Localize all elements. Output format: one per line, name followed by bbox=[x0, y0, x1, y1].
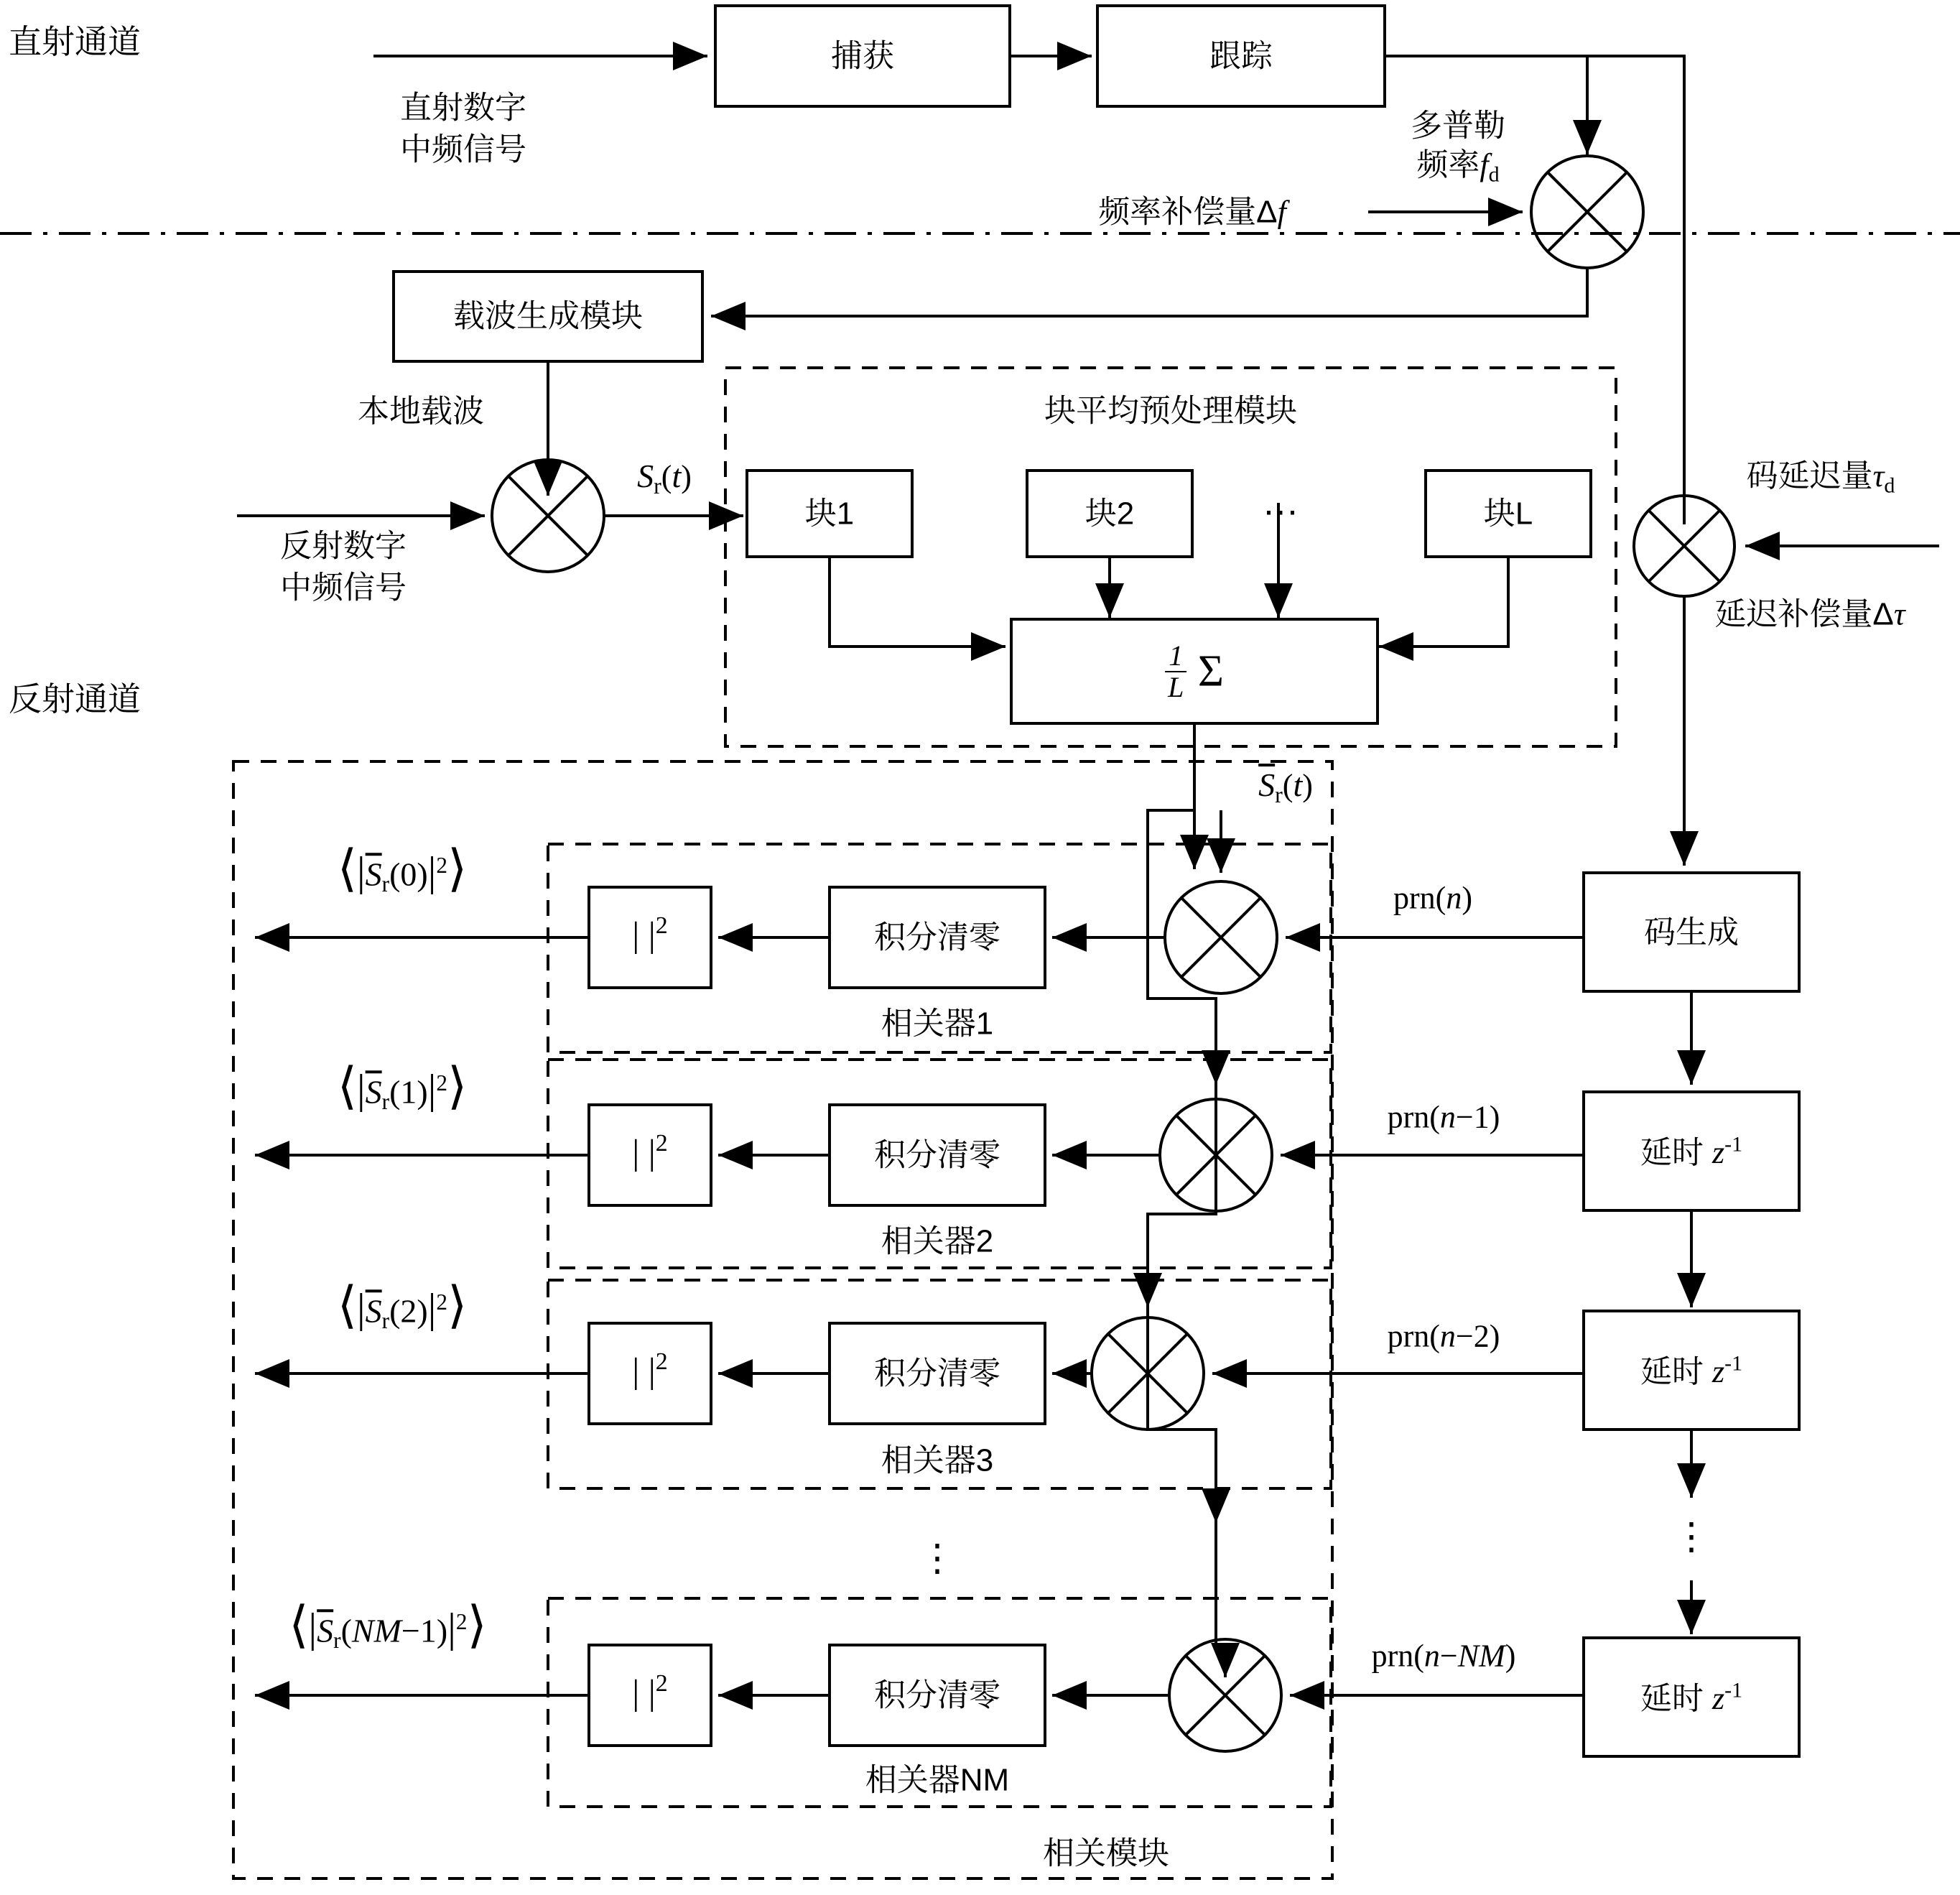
block-magnitude-squared-3: | |2 bbox=[632, 1348, 668, 1391]
label-prn-n-NM: prn(n−NM) bbox=[1371, 1638, 1516, 1674]
label-correlator-NM: 相关器NM bbox=[865, 1762, 1010, 1798]
block-average-module-title: 块平均预处理模块 bbox=[1044, 393, 1297, 429]
output-correlator-2: $⟨|\overline{S}_r(1)|^2⟩$ bbox=[337, 1059, 468, 1115]
label-delay-compensation: 延迟补偿量Δτ bbox=[1714, 596, 1905, 632]
label-prn-n: prn(n) bbox=[1393, 880, 1472, 916]
label-correlation-module: 相关模块 bbox=[1043, 1835, 1169, 1871]
input-reflect-if-line2: 中频信号 bbox=[280, 570, 407, 606]
block-1: 块1 bbox=[804, 496, 855, 532]
block-L: 块L bbox=[1483, 496, 1533, 532]
output-correlator-NM: $⟨|\overline{S}_r(NM-1)|^2⟩$ bbox=[289, 1598, 487, 1654]
label-freq-compensation: 频率补偿量Δf bbox=[1098, 194, 1286, 230]
block-delay-3: 延时 z-1 bbox=[1640, 1678, 1743, 1716]
label-code-delay: 码延迟量τd bbox=[1746, 458, 1895, 498]
label-correlator-2: 相关器2 bbox=[881, 1223, 994, 1259]
block-integrate-dump-1: 积分清零 bbox=[874, 919, 1000, 955]
label-correlator-3: 相关器3 bbox=[881, 1442, 994, 1478]
label-doppler-line1: 多普勒 bbox=[1411, 108, 1505, 144]
block-delay-2: 延时 z-1 bbox=[1640, 1351, 1743, 1389]
block-carrier-generator: 载波生成模块 bbox=[453, 298, 643, 334]
label-delay-chain-ellipsis: ⋮ bbox=[1673, 1516, 1710, 1558]
label-local-carrier: 本地载波 bbox=[358, 394, 484, 429]
label-horizontal-ellipsis: … bbox=[1262, 481, 1302, 524]
label-direct-channel: 直射通道 bbox=[9, 23, 141, 60]
input-direct-if-line1: 直射数字 bbox=[400, 90, 526, 126]
block-magnitude-squared-1: | |2 bbox=[632, 912, 668, 955]
block-integrate-dump-NM: 积分清零 bbox=[874, 1677, 1000, 1713]
block-magnitude-squared-NM: | |2 bbox=[632, 1669, 668, 1713]
block-average-sum: $\frac{1}{L}$ Σ bbox=[1165, 641, 1224, 703]
label-doppler-line2: 频率fd bbox=[1416, 147, 1500, 187]
block-code-generator: 码生成 bbox=[1644, 914, 1739, 950]
block-integrate-dump-3: 积分清零 bbox=[874, 1356, 1000, 1391]
label-prn-n-2: prn(n−2) bbox=[1387, 1318, 1500, 1354]
label-correlator-ellipsis: ⋮ bbox=[919, 1537, 956, 1580]
block-delay-1: 延时 z-1 bbox=[1640, 1132, 1743, 1170]
label-correlator-1: 相关器1 bbox=[881, 1006, 994, 1042]
label-reflect-channel: 反射通道 bbox=[9, 680, 141, 718]
block-track: 跟踪 bbox=[1209, 38, 1273, 74]
block-2: 块2 bbox=[1084, 496, 1135, 532]
input-direct-if-line2: 中频信号 bbox=[400, 131, 526, 167]
block-magnitude-squared-2: | |2 bbox=[632, 1129, 668, 1172]
output-correlator-3: $⟨|\overline{S}_r(2)|^2⟩$ bbox=[337, 1278, 468, 1334]
block-integrate-dump-2: 积分清零 bbox=[874, 1137, 1000, 1173]
input-reflect-if-line1: 反射数字 bbox=[280, 528, 407, 564]
label-sr-bar-t: $\overline{S}r(t)$ bbox=[1258, 766, 1313, 807]
output-correlator-1: $⟨|\overline{S}_r(0)|^2⟩$ bbox=[337, 841, 468, 897]
label-prn-n-1: prn(n−1) bbox=[1387, 1099, 1500, 1135]
block-acquire: 捕获 bbox=[831, 38, 894, 74]
label-sr-t: Sr(t) bbox=[637, 458, 692, 499]
